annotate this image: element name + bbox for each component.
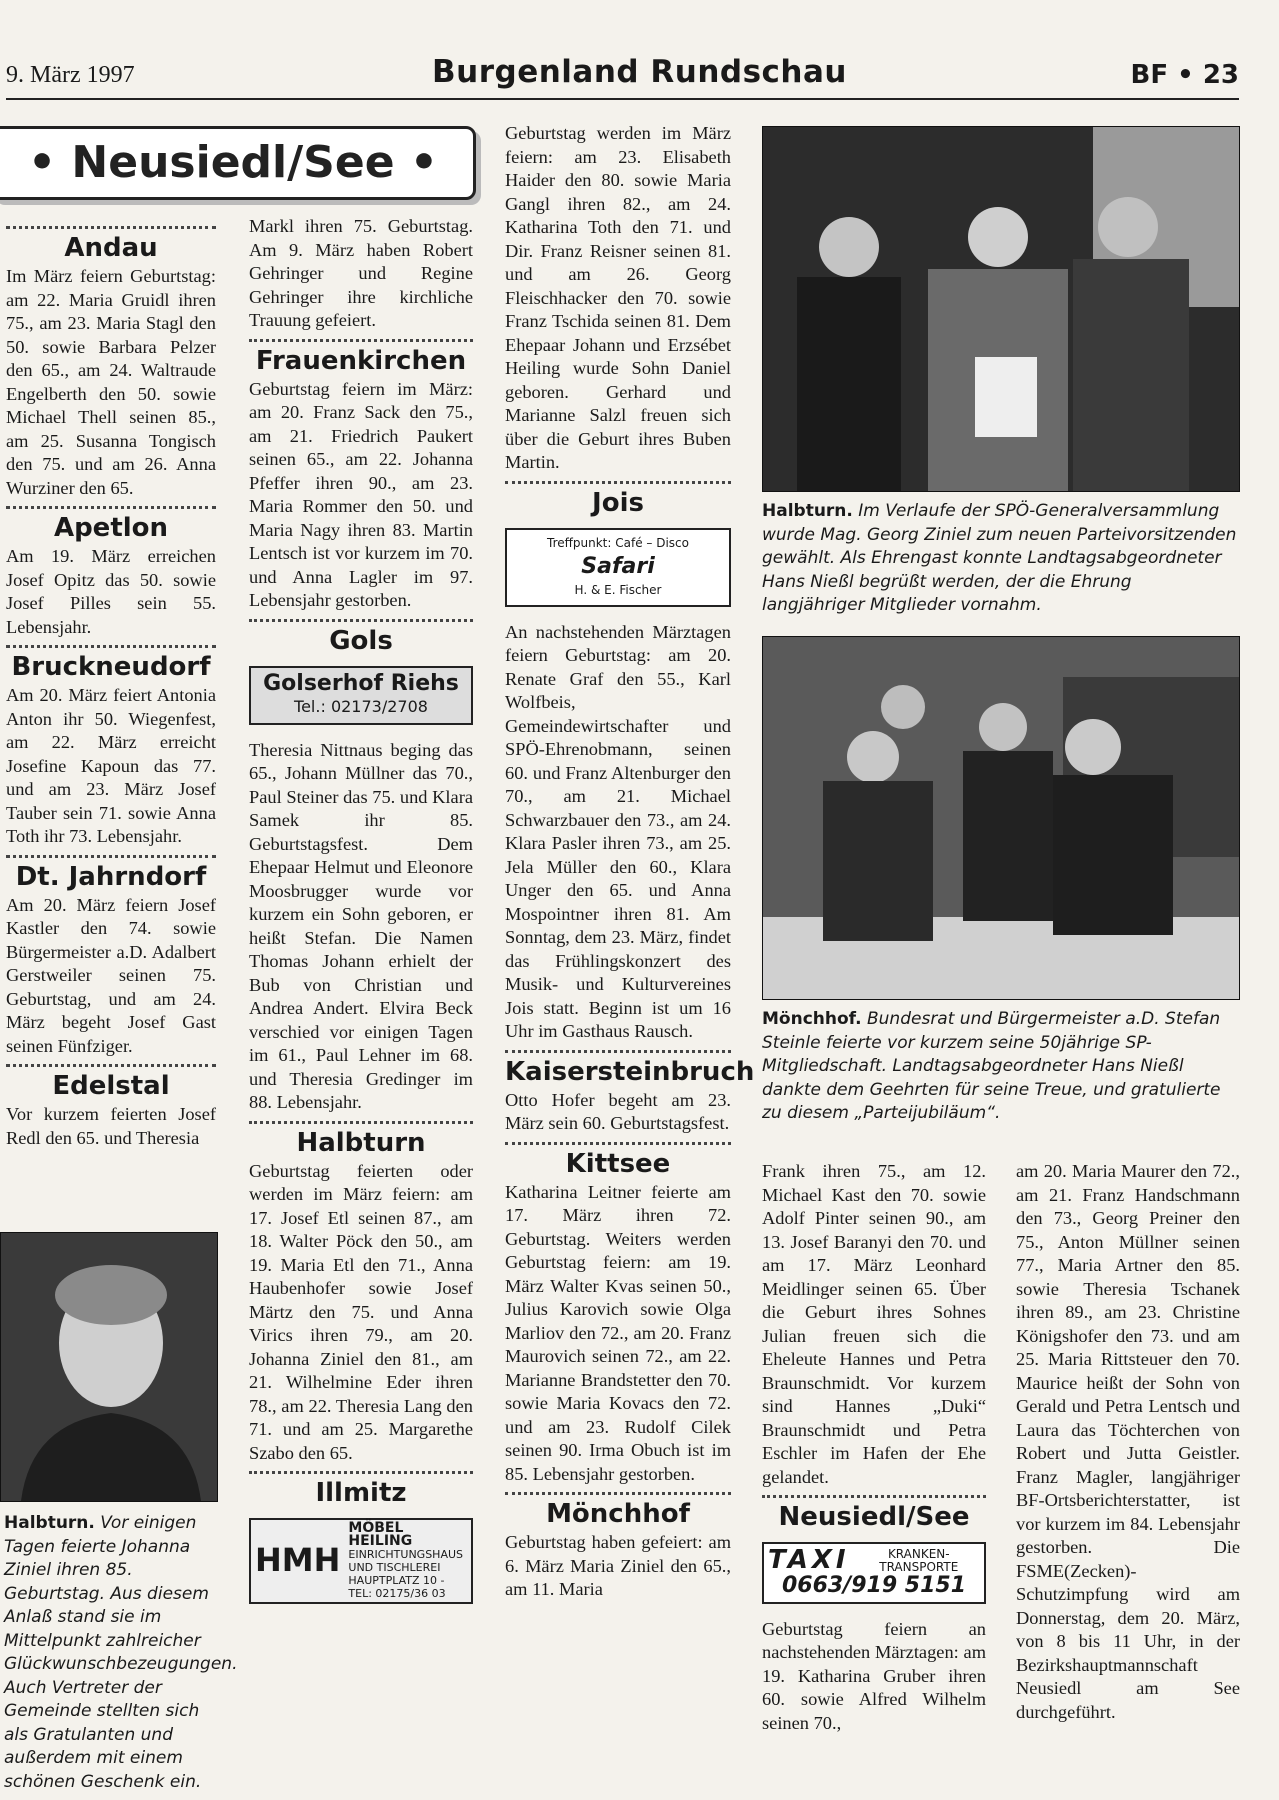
- divider: [762, 1495, 986, 1498]
- ad-golserhof-name: Golserhof Riehs: [263, 670, 459, 696]
- article-gols: Theresia Nittnaus beging das 65., Johann Müllner das 70., Paul Steiner das 75. und Klara Samek ihr 85. Geburtstagsfest. Dem Ehepaar Helmut und Eleonore Moosbrugger wurde vor kurzem ein Sohn geboren, er heißt Stefan. Die Namen Thomas Johann erhielt der Bub von Christian und Andrea Andert. Elvira Beck verschied vor einigen Tagen im 61., Paul Lehner im 68. und Theresia Gredinger im 88. Lebensjahr.: [249, 739, 473, 1112]
- article-neusiedl: Geburtstag feiern an nachstehenden Märztagen: am 19. Katharina Gruber ihren 60. sowie Alfred Wilhelm seinen 70.,: [762, 1618, 986, 1733]
- divider: [505, 1050, 731, 1053]
- ad-moebel-name: MÖBEL HEILING: [348, 1520, 413, 1549]
- caption-text: Vor einigen Tagen feierte Johanna Ziniel ihren 85. Geburtstag. Aus diesem Anlaß stand sie im Mittelpunkt zahlreicher Glückwunschbezeugungen. Auch Vertreter der Gemeinde stellten sich als Gratulanten und außerdem mit einem schönen Geschenk ein.: [4, 1513, 238, 1792]
- heading-edelstal: Edelstal: [52, 1071, 170, 1101]
- ad-taxi-sub: KRANKEN-TRANSPORTE: [879, 1547, 959, 1574]
- heading-halbturn: Halbturn: [296, 1127, 426, 1158]
- ad-taxi-number: 0663/919 5151: [781, 1573, 967, 1598]
- ad-golserhof: [249, 666, 473, 725]
- column-3: [505, 122, 755, 1602]
- article-apetlon: Am 19. März erreichen Josef Opitz das 50. sowie Josef Pilles sein 55. Lebensjahr.: [6, 546, 216, 637]
- heading-andau: Andau: [64, 233, 158, 263]
- heading-illmitz: Illmitz: [315, 1478, 407, 1508]
- divider: [6, 1064, 216, 1067]
- ad-moebel-logo: HMH: [255, 1541, 341, 1580]
- page-number: BF • 23: [1130, 60, 1239, 90]
- section-banner: • Neusiedl/See •: [0, 126, 476, 200]
- article-moenchhof: Geburtstag haben gefeiert: am 6. März Maria Ziniel den 65., am 11. Maria: [505, 1532, 731, 1599]
- caption-halbturn-text: Im Verlaufe der SPÖ-Generalversammlung wurde Mag. Georg Ziniel zum neuen Parteivorsitzenden gewählt. Als Ehrengast konnte Landtagsabgeordneter Hans Nießl begrüßt werden, der die Ehrung langjähriger Mitglieder vornahm.: [762, 501, 1237, 615]
- caption-place: Halbturn.: [4, 1513, 95, 1533]
- article-moenchhof-cont: Frank ihren 75., am 12. Michael Kast den 70. sowie Adolf Pinter seinen 90., am 13. Josef Baranyi den 70. und am 17. März Leonhard Meidlinger seinen 65. Über die Geburt ihres Sohnes Julian freuen sich die Eheleute Hannes und Petra Braunschmidt. Vor kurzem sind Hannes „Duki“ Braunschmidt und Petra Eschler im Hafen der Ehe gelandet.: [762, 1161, 986, 1487]
- photo-moenchhof-handshake: [762, 636, 1240, 1000]
- divider: [505, 481, 731, 484]
- ad-moebel-heiling: [249, 1518, 473, 1604]
- caption-moenchhof-text: Bundesrat und Bürgermeister a.D. Stefan Steinle feierte vor kurzem seine 50jährige SP-Mitgliedschaft. Landtagsabgeordneter Hans Nießl dankte dem Geehrten für seine Treue, und gratulierte zu diesem „Parteijubiläum“.: [762, 1009, 1221, 1123]
- divider: [249, 339, 473, 342]
- article-dt-jahrndorf: Am 20. März feiern Josef Kastler den 74. sowie Bürgermeister a.D. Adalbert Gerstweiler seinen 75. Geburtstag, und am 24. März begeht Josef Gast seinen Fünfziger.: [6, 894, 216, 1056]
- newspaper-title: Burgenland Rundschau: [432, 54, 847, 90]
- photo-halbturn-group: [762, 126, 1240, 492]
- ad-safari-top: Treffpunkt: Café – Disco: [547, 535, 689, 550]
- divider: [249, 1471, 473, 1474]
- column-2: [249, 215, 473, 1618]
- issue-date: 9. März 1997: [6, 62, 135, 88]
- article-edelstal: Vor kurzem feierten Josef Redl den 65. und Theresia: [6, 1104, 216, 1148]
- article-jois: An nachstehenden Märztagen feiern Geburtstag: am 20. Renate Graf den 55., Karl Wolfbeis, Gemeindewirtschafter und SPÖ-Ehrenobmann, seinen 60. und Franz Altenburger den 70., am 21. Michael Schwarzbauer den 73., am 24. Klara Pasler ihren 73., am 25. Jela Müller den 60., Klara Unger den 65. und Anna Mospointner ihren 81. Am Sonntag, dem 23. März, findet das Frühlingskonzert des Musik- und Kulturvereines Jois statt. Beginn ist um 16 Uhr im Gasthaus Rausch.: [505, 621, 731, 1041]
- column-4: [762, 1160, 986, 1735]
- ad-moebel-addr: HAUPTPLATZ 10 - TEL: 02175/36 03: [348, 1574, 446, 1600]
- divider: [6, 226, 216, 229]
- divider: [505, 1492, 731, 1495]
- divider: [505, 1142, 731, 1145]
- divider: [6, 855, 216, 858]
- divider: [6, 645, 216, 648]
- heading-frauenkirchen: Frauenkirchen: [255, 345, 467, 376]
- heading-apetlon: Apetlon: [53, 513, 169, 543]
- article-kaisersteinbruch: Otto Hofer begeht am 23. März sein 60. Geburtstagsfest.: [505, 1089, 731, 1133]
- article-edelstal-cont: Markl ihren 75. Geburtstag. Am 9. März haben Robert Gehringer und Regine Gehringer ihre kirchliche Trauung gefeiert.: [249, 216, 473, 330]
- heading-jois: Jois: [592, 487, 644, 518]
- ad-taxi-label: TAXI: [768, 1545, 850, 1576]
- portrait-photo: [0, 1232, 218, 1502]
- heading-kittsee: Kittsee: [565, 1148, 671, 1179]
- ad-moebel-text: [348, 1522, 467, 1600]
- ad-safari-bottom: H. & E. Fischer: [574, 583, 662, 597]
- column-1: [6, 220, 216, 1150]
- ad-safari: [505, 528, 731, 607]
- divider: [6, 506, 216, 509]
- article-andau: Im März feiern Geburtstag: am 22. Maria Gruidl ihren 75., am 23. Maria Stagl den 50. sowie Barbara Pelzer den 65., am 24. Waltraude Engelberth den 50. sowie Michael Thell seinen 85., am 25. Susanna Tongisch den 75. und am 26. Anna Wurziner den 65.: [6, 266, 216, 498]
- article-bruckneudorf: Am 20. März feiert Antonia Anton ihr 50. Wiegenfest, am 22. März erreicht Josefine Kapoun das 77. und am 23. März Josef Tauber sein 71. sowie Anna Toth ihr 73. Lebensjahr.: [6, 685, 216, 846]
- caption-halbturn-place: Halbturn.: [762, 501, 853, 521]
- ad-safari-name: Safari: [581, 554, 655, 579]
- article-halbturn-cont: Geburtstag werden im März feiern: am 23. Elisabeth Haider den 80. sowie Maria Gangl ihren 82., am 24. Katharina Toth den 71. und Dir. Franz Reisner seinen 81. und am 26. Georg Fleischhacker den 70. sowie Franz Tschida seinen 81. Dem Ehepaar Johann und Erzsébet Heiling wurde Sohn Daniel geboren. Gerhard und Marianne Salzl freuen sich über die Geburt ihres Buben Martin.: [505, 123, 731, 472]
- header-rule: [6, 98, 1239, 100]
- heading-dt-jahrndorf: Dt. Jahrndorf: [15, 861, 207, 892]
- ad-golserhof-tel: Tel.: 02173/2708: [294, 697, 428, 716]
- article-frauenkirchen: Geburtstag feiern im März: am 20. Franz Sack den 75., am 21. Friedrich Paukert seinen 65., am 22. Johanna Pfeffer ihren 90., am 23. Maria Rommer den 50. und Maria Nagy ihren 83. Martin Lentsch ist vor kurzem im 70. und Anna Lagler im 97. Lebensjahr gestorben.: [249, 378, 473, 610]
- divider: [249, 619, 473, 622]
- divider: [249, 1121, 473, 1124]
- heading-gols: Gols: [329, 625, 393, 656]
- caption-moenchhof-handshake: [762, 1008, 1238, 1126]
- ad-taxi: [762, 1542, 986, 1604]
- ad-moebel-sub: EINRICHTUNGSHAUS UND TISCHLEREI: [348, 1548, 464, 1574]
- heading-kaisersteinbruch: Kaisersteinbruch: [505, 1056, 755, 1087]
- heading-neusiedl: Neusiedl/See: [778, 1502, 970, 1532]
- article-kittsee: Katharina Leitner feierte am 17. März ihren 72. Geburtstag. Weiters werden Geburtstag feiern: am 19. März Walter Kvas seinen 50., Julius Karovich sowie Olga Marliov den 72., am 20. Franz Maurovich seinen 72., am 22. Marianne Brandstetter den 70. sowie Maria Kovacs den 72. und am 23. Rudolf Cilek seinen 90. Irma Obuch ist im 85. Lebensjahr gestorben.: [505, 1181, 731, 1484]
- portrait-caption: [4, 1512, 238, 1794]
- heading-bruckneudorf: Bruckneudorf: [11, 652, 211, 682]
- article-neusiedl-cont: am 20. Maria Maurer den 72., am 21. Franz Handschmann den 73., Georg Preiner den 75., Anton Müllner seinen 77., Maria Artner den 85. sowie Theresia Tschanek ihren 89., am 23. Christine Königshofer den 73. und am 25. Maria Rittsteuer den 70. Maurice heißt der Sohn von Gerald und Petra Lentsch und Laura das Töchterchen von Robert und Jutta Geistler. Franz Magler, langjähriger BF-Ortsberichterstatter, ist vor kurzem im 84. Lebensjahr gestorben. Die FSME(Zecken)-Schutzimpfung wird am Donnerstag, dem 20. März, von 8 bis 11 Uhr, in der Bezirkshauptmannschaft Neusiedl am See durchgeführt.: [1016, 1161, 1240, 1722]
- column-5: [1016, 1160, 1240, 1724]
- caption-moenchhof-place: Mönchhof.: [762, 1009, 862, 1029]
- heading-moenchhof: Mönchhof: [546, 1499, 690, 1529]
- article-halbturn: Geburtstag feierten oder werden im März feiern: am 17. Josef Etl seinen 87., am 18. Walter Pöck den 50., am 19. Maria Etl den 71., Anna Haubenhofer sowie Josef Märtz den 75. und Anna Virics ihren 79., am 20. Johanna Ziniel den 81., am 21. Wilhelmine Eder ihren 78., am 22. Theresia Lang den 71. und am 25. Margarethe Szabo den 65.: [249, 1160, 473, 1463]
- caption-halbturn-group: [762, 500, 1238, 618]
